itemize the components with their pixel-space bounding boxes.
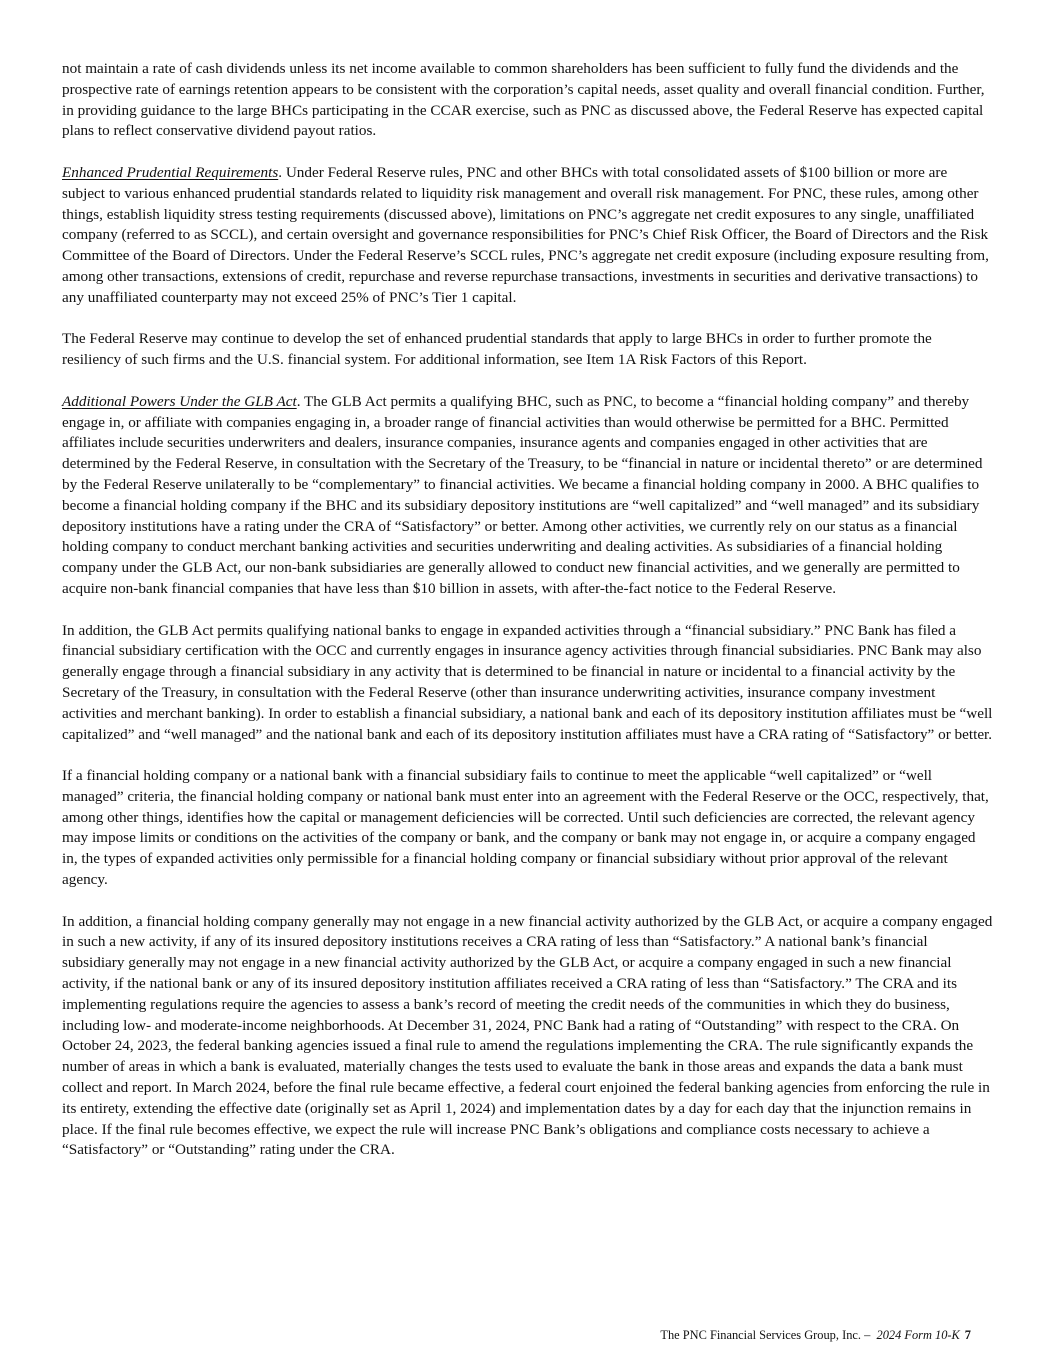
paragraph-cra-rating: In addition, a financial holding company generally may not engage in a new financial activity authorized by the GLB Act, or acquire a company engaged in such a new activity, if any of its insured depository institutions receives a CRA rating of less than “Satisfactory.” A national bank’s financial subsidiary generally may not engage in a new financial activity authorized by the GLB Act, or acquire a company engaged in such a new financial activity, if the national bank or any of its insured depository institution affiliates received a CRA rating of less than “Satisfactory.” The CRA and its implementing regulations require the agencies to assess a bank’s record of meeting the credit needs of the communities in which they do business, including low- and moderate-income neighborhoods. At December 31, 2024, PNC Bank had a rating of “Outstanding” with respect to the CRA. On October 24, 2023, the federal banking agencies issued a final rule to amend the regulations implementing the CRA. The rule significantly expands the number of areas in which a bank is evaluated, materially changes the tests used to evaluate the bank in those areas and expands the data a bank must collect and report. In March 2024, before the final rule became effective, a federal court enjoined the federal banking agencies from enforcing the rule in its entirety, extending the effective date (originally set as April 1, 2024) and implementation dates by a day for each day that the injunction remains in place. If the final rule becomes effective, we expect the rule will increase PNC Bank’s obligations and compliance costs necessary to achieve a “Satisfactory” or “Outstanding” rating under the CRA. — [62, 912, 993, 1159]
paragraph-dividend-policy: not maintain a rate of cash dividends unless its net income available to common shareholders has been sufficient to fully fund the dividends and the prospective rate of earnings retention appears to be consistent with the corporation’s capital needs, asset quality and overall financial condition. Further, in providing guidance to the large BHCs participating in the CCAR exercise, such as PNC as discussed above, the Federal Reserve has expected capital plans to reflect conservative dividend payout ratios. — [62, 60, 985, 140]
paragraph-financial-subsidiary: In addition, the GLB Act permits qualifying national banks to engage in expanded activities through a “financial subsidiary.” PNC Bank has filed a financial subsidiary certification with the OCC and currently engages in insurance agency activities through financial subsidiaries. PNC Bank may also generally engage through a financial subsidiary in any activity that is determined to be financial in nature or incidental to a financial activity by the Secretary of the Treasury, in consultation with the Federal Reserve (other than insurance underwriting activities, insurance company investment activities and merchant banking). In order to establish a financial subsidiary, a national bank and each of its depository institution affiliates must be “well capitalized” and “well managed” and the national bank and each of its depository institution affiliates must have a CRA rating of “Satisfactory” or better. — [62, 621, 993, 743]
paragraph-prudential-standards: The Federal Reserve may continue to develop the set of enhanced prudential standards that apply to large BHCs in order to further promote the resiliency of such firms and the U.S. financial system. For additional information, see Item 1A Risk Factors of this Report. — [62, 330, 932, 369]
paragraph-body: . The GLB Act permits a qualifying BHC, such as PNC, to become a “financial holding company” and thereby engage in, or affiliate with companies engaging in, a broader range of financial activities than would otherwise be permitted for a BHC. Permitted affiliates include securities underwriters and dealers, insurance companies, insurance agents and companies engaged in other activities that are determined by the Federal Reserve, in consultation with the Secretary of the Treasury, to be “financial in nature or incidental thereto” or are determined by the Federal Reserve unilaterally to be “complementary” to financial activities. We became a financial holding company in 2000. A BHC qualifies to become a financial holding company if the BHC and its subsidiary depository institutions are “well capitalized” and “well managed” and its subsidiary depository institutions have a rating under the CRA of “Satisfactory” or better. Among other activities, we currently rely on our status as a financial holding company to conduct merchant banking activities and securities underwriting and dealing activities. As subsidiaries of a financial holding company under the GLB Act, our non-bank subsidiaries are generally allowed to conduct new financial activities, and we generally are permitted to acquire non-bank financial companies that have less than $10 billion in assets, with after-the-fact notice to the Federal Reserve. — [62, 392, 983, 597]
section-heading-enhanced-prudential: Enhanced Prudential Requirements — [62, 163, 279, 181]
footer-form: 2024 Form 10-K — [876, 1328, 960, 1342]
paragraph-body: . Under Federal Reserve rules, PNC and other BHCs with total consolidated assets of $100 billion or more are subject to various enhanced prudential standards related to liquidity risk management and overall risk management. For PNC, these rules, among other things, establish liquidity stress testing requirements (discussed above), limitations on PNC’s aggregate net credit exposures to any single, unaffiliated company (referred to as SCCL), and certain oversight and governance responsibilities for PNC’s Chief Risk Officer, the Board of Directors and the Risk Committee of the Board of Directors. Under the Federal Reserve’s SCCL rules, PNC’s aggregate net credit exposure (including exposure resulting from, among other transactions, extensions of credit, repurchase and reverse repurchase transactions, investments in securities and derivative transactions) to any unaffiliated counterparty may not exceed 25% of PNC’s Tier 1 capital. — [62, 163, 989, 306]
page-footer — [660, 1327, 971, 1343]
paragraph-capital-deficiencies: If a financial holding company or a national bank with a financial subsidiary fails to continue to meet the applicable “well capitalized” or “well managed” criteria, the financial holding company or national bank must enter into an agreement with the Federal Reserve or the OCC, respectively, that, among other things, identifies how the capital or management deficiencies will be corrected. Until such deficiencies are corrected, the relevant agency may impose limits or conditions on the activities of the company or bank, and the company or bank may not engage in, or acquire a company engaged in, the types of expanded activities only permissible for a financial holding company or financial subsidiary without prior approval of the relevant agency. — [62, 767, 989, 889]
section-heading-glb-act: Additional Powers Under the GLB Act — [62, 392, 297, 410]
footer-company: The PNC Financial Services Group, Inc. – — [660, 1328, 871, 1342]
paragraph-glb-act — [62, 392, 993, 600]
paragraph-enhanced-prudential — [62, 163, 993, 309]
page-number: 7 — [964, 1328, 971, 1342]
